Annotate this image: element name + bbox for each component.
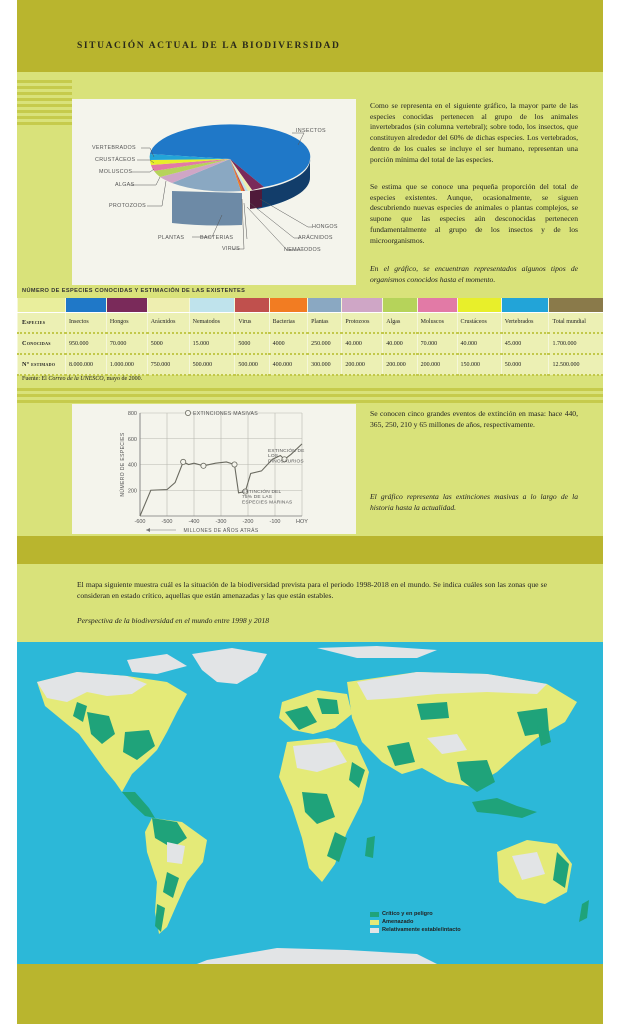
known-value-cell: 1.700.000	[549, 333, 603, 354]
estimated-value-cell: 12.500.000	[549, 354, 603, 375]
pie-side-plantas	[172, 191, 242, 225]
known-value-cell: 40.000	[457, 333, 501, 354]
known-value-cell: 4000	[269, 333, 307, 354]
swatch-3	[189, 298, 235, 312]
swatch-row	[18, 298, 604, 312]
legend-label-critical: Crítico y en peligro	[382, 911, 433, 917]
species-name-cell: Plantas	[308, 312, 342, 333]
map-legend	[370, 910, 461, 934]
pie-label-crustaceos: CRUSTÁCEOS	[95, 157, 136, 163]
estimated-row	[18, 354, 604, 375]
species-table	[17, 298, 603, 376]
estimated-value-cell: 1.000.000	[106, 354, 147, 375]
pie-label-protozoos: PROTOZOOS	[109, 203, 147, 209]
row-label-species: Especies	[18, 312, 66, 333]
known-value-cell: 250.000	[308, 333, 342, 354]
estimated-value-cell: 8.000.000	[66, 354, 107, 375]
chart-x-tick-label: -500	[161, 519, 173, 525]
chart-y-tick-label: 800	[127, 411, 137, 417]
estimated-value-cell: 200.000	[383, 354, 417, 375]
swatch-8	[383, 298, 417, 312]
species-name-cell: Crustáceos	[457, 312, 501, 333]
legend-swatch-stable	[370, 928, 379, 933]
chart-x-tick-label: -100	[269, 519, 281, 525]
chart-x-tick-label: -400	[188, 519, 200, 525]
chart-x-tick-label: -600	[134, 519, 146, 525]
top-band	[17, 0, 603, 72]
pie-label-virus: VIRUS	[222, 246, 240, 252]
legend-swatch-threatened	[370, 920, 379, 925]
page-title: SITUACIÓN ACTUAL DE LA BIODIVERSIDAD	[77, 41, 341, 51]
swatch-5	[269, 298, 307, 312]
legend-swatch-critical	[370, 912, 379, 917]
chart-extinction-marker	[201, 463, 206, 468]
species-name-cell: Moluscos	[417, 312, 457, 333]
species-name-cell: Vertebrados	[501, 312, 549, 333]
known-value-cell: 40.000	[342, 333, 383, 354]
estimated-value-cell: 50.000	[501, 354, 549, 375]
source-suffix: , mayo de 2000.	[103, 376, 143, 382]
world-map	[17, 642, 603, 964]
chart-extinction-marker	[181, 459, 186, 464]
legend-critical	[370, 910, 461, 918]
chart-x-tick-label: -200	[242, 519, 254, 525]
chart-x-tick-label: HOY	[296, 519, 308, 525]
map-intro-text: El mapa siguiente muestra cuál es la situación de la biodiversidad prevista para el periodo 1998-2018 en el mundo. Se indica cuáles son las zonas que se consideran en estado crítico, aquellas que están amenazadas y las que están estables.	[77, 580, 547, 600]
known-value-cell: 70.000	[417, 333, 457, 354]
species-name-cell: Algas	[383, 312, 417, 333]
estimated-value-cell: 150.000	[457, 354, 501, 375]
estimated-value-cell: 200.000	[417, 354, 457, 375]
swatch-10	[457, 298, 501, 312]
legend-threatened	[370, 918, 461, 926]
swatch-0	[66, 298, 107, 312]
species-name-cell: Protozoos	[342, 312, 383, 333]
chart-y-tick-label: 400	[127, 462, 137, 469]
pie-label-plantas: PLANTAS	[158, 235, 185, 241]
chart-legend-label: EXTINCIONES MASIVAS	[193, 411, 258, 417]
swatch-6	[308, 298, 342, 312]
bottom-band	[17, 964, 603, 1024]
row-label-estimated: Nº estimado	[18, 354, 66, 375]
known-value-cell: 45.000	[501, 333, 549, 354]
chart-extinction-marker	[232, 462, 237, 467]
species-name-cell: Bacterias	[269, 312, 307, 333]
stripes-row-2	[17, 388, 603, 404]
legend-label-stable: Relativamente estable/intacto	[382, 927, 461, 933]
legend-stable	[370, 926, 461, 934]
chart-annotation-marine: EXTINCIÓN DEL 75% DE LAS ESPECIES MARINAS	[242, 490, 293, 506]
chart-x-axis-label: MILLONES DE AÑOS ATRÁS	[183, 528, 259, 534]
pie-chart	[72, 99, 356, 285]
known-value-cell: 15.000	[189, 333, 235, 354]
swatch-7	[342, 298, 383, 312]
extinction-text-1: Se conocen cinco grandes eventos de extinción en masa: hace 440, 365, 250, 210 y 65 millones de años, respectivamente.	[370, 409, 578, 429]
species-name-cell: Insectos	[66, 312, 107, 333]
pie-label-hongos: HONGOS	[312, 224, 338, 230]
estimated-value-cell: 400.000	[269, 354, 307, 375]
legend-label-threatened: Amenazado	[382, 919, 414, 925]
extinction-text-2: El gráfico representa las extinciones masivas a lo largo de la historia hasta la actualidad.	[370, 492, 578, 512]
intro-paragraph-3: En el gráfico, se encuentran representados algunos tipos de organismos conocidos hasta el momento.	[370, 264, 578, 284]
pie-chart-panel	[72, 99, 356, 285]
species-name-cell: Hongos	[106, 312, 147, 333]
species-name-cell: Total mundial	[549, 312, 603, 333]
source-note	[22, 376, 142, 382]
swatch-9	[417, 298, 457, 312]
intro-paragraph-1: Como se representa en el siguiente gráfico, la mayor parte de las especies conocidas pertenecen al grupo de los animales invertebrados (sin columna vertebral); sobre todo, los insectos, que constituyen alrededor del 60% de dichas especies. Los vertebrados, dentro de los cuales se incluye el ser humano, representan una porción mínima del total de las especies.	[370, 101, 578, 164]
swatch-12	[549, 298, 603, 312]
chart-legend-marker	[185, 410, 190, 415]
swatch-empty	[18, 298, 66, 312]
pie-label-nematodos: NEMATODOS	[284, 247, 321, 253]
pie-label-moluscos: MOLUSCOS	[99, 169, 133, 175]
estimated-value-cell: 300.000	[308, 354, 342, 375]
chart-y-tick-label: 600	[127, 436, 137, 443]
estimated-value-cell: 200.000	[342, 354, 383, 375]
chart-annotation-dinos: EXTINCIÓN DE LOS DINOSAURIOS	[268, 449, 305, 465]
lime-band-4	[17, 564, 603, 642]
pie-label-bacterias: BACTERIAS	[200, 235, 234, 241]
chart-y-tick-label: 200	[127, 488, 137, 495]
known-value-cell: 70.000	[106, 333, 147, 354]
pie-label-algas: ALGAS	[115, 182, 135, 188]
estimated-value-cell: 500.000	[235, 354, 269, 375]
species-name-cell: Arácnidos	[147, 312, 189, 333]
extinction-chart-panel	[72, 404, 356, 534]
source-prefix: Fuente: El	[22, 376, 49, 382]
mid-band	[17, 536, 603, 564]
known-value-cell: 5000	[147, 333, 189, 354]
known-row	[18, 333, 604, 354]
pie-label-aracnidos: ARÁCNIDOS	[298, 235, 333, 241]
intro-paragraph-2: Se estima que se conoce una pequeña proporción del total de especies existentes. Aunque, ocasionalmente, se siguen descubriendo nuevas especies de animales o plantas complejos, se supone que las especies aún desconocidas pertenecen fundamentalmente al grupo de los insectos y de los microorganismos.	[370, 182, 578, 245]
swatch-2	[147, 298, 189, 312]
swatch-4	[235, 298, 269, 312]
known-value-cell: 5000	[235, 333, 269, 354]
swatch-1	[106, 298, 147, 312]
pie-label-insectos: INSECTOS	[296, 128, 326, 134]
chart-x-tick-label: -300	[215, 519, 227, 525]
swatch-11	[501, 298, 549, 312]
species-name-row	[18, 312, 604, 333]
chart-y-axis-label: NÚMERO DE ESPECIES	[120, 432, 126, 497]
estimated-value-cell: 750.000	[147, 354, 189, 375]
row-label-known: Conocidas	[18, 333, 66, 354]
source-title: Correo de la UNESCO	[48, 376, 104, 382]
left-stripes-a	[17, 80, 72, 125]
map-caption: Perspectiva de la biodiversidad en el mundo entre 1998 y 2018	[77, 616, 270, 625]
known-value-cell: 950.000	[66, 333, 107, 354]
chart-x-arrowhead	[146, 528, 150, 532]
known-value-cell: 40.000	[383, 333, 417, 354]
table-caption: NÚMERO DE ESPECIES CONOCIDAS Y ESTIMACIÓN DE LAS EXISTENTES	[22, 288, 246, 294]
pie-label-vertebrados: VERTEBRADOS	[92, 145, 136, 151]
species-name-cell: Nematodos	[189, 312, 235, 333]
species-name-cell: Virus	[235, 312, 269, 333]
extinction-chart	[72, 404, 356, 534]
estimated-value-cell: 500.000	[189, 354, 235, 375]
